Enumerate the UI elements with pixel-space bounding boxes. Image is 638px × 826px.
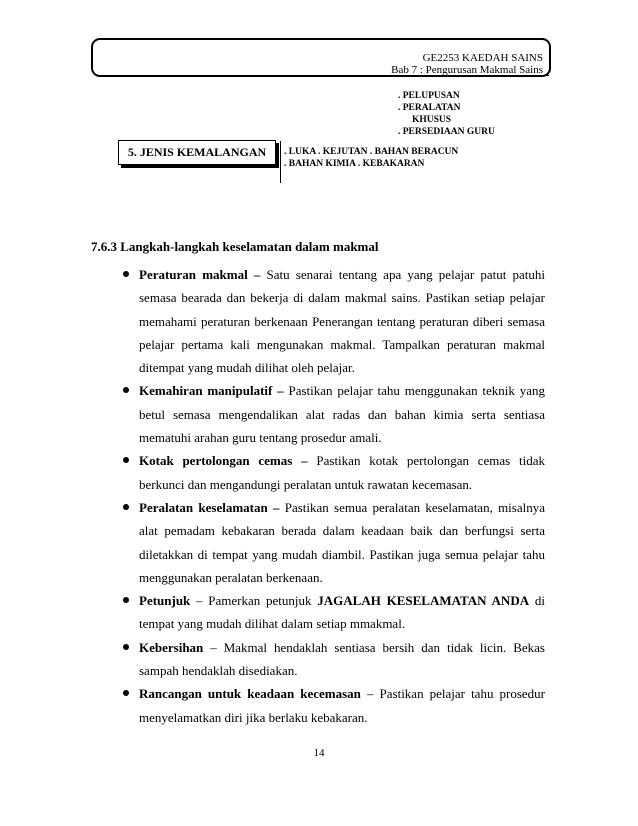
kemalangan-title-box: 5. JENIS KEMALANGAN <box>118 140 276 165</box>
bullet-icon <box>123 597 129 603</box>
bullet-item-petunjuk <box>120 589 545 636</box>
bullet-term: Petunjuk <box>139 593 191 609</box>
bullet-item-kotak <box>120 449 545 496</box>
bullet-term: Rancangan untuk keadaan kecemasan <box>139 686 361 702</box>
bullet-list <box>120 263 545 729</box>
small-list-item: . PERALATAN <box>398 103 461 113</box>
kemalangan-line: . LUKA . KEJUTAN . BAHAN BERACUN <box>284 147 459 157</box>
bullet-item-peralatan <box>120 496 545 589</box>
bullet-term: Kotak pertolongan cemas – <box>139 453 308 469</box>
small-list <box>398 90 495 138</box>
bullet-item-peraturan <box>120 263 545 379</box>
bullet-body: Pastikan semua peralatan keselamatan, misalnya alat pemadam kebakaran berada dalam keadaan baik dan berfungsi serta diletakkan di tempat yang mudah diambil. Pastikan juga semua pelajar tahu menggunakan peralatan berkenaan. <box>139 499 545 585</box>
bullet-body: Satu senarai tentang apa yang pelajar patut patuhi semasa bearada dan bekerja di dalam makmal sains. Pastikan setiap pelajar memahami peraturan berkenaan Penerangan tentang peraturan diberi semasa pelajar pertama kali mengunakan makmal. Tampalkan peraturan makmal ditempat yang mudah dilihat oleh pelajar. <box>139 267 545 376</box>
small-list-item: . PERSEDIAAN GURU <box>398 127 495 137</box>
bullet-term: Peralatan keselamatan – <box>139 499 280 515</box>
bullet-body: – Makmal hendaklah sentiasa bersih dan tidak licin. Bekas sampah hendaklah disediakan. <box>139 639 545 679</box>
kemalangan-separator <box>280 141 281 183</box>
kemalangan-line: . BAHAN KIMIA . KEBAKARAN <box>284 159 425 169</box>
bullet-term: Kebersihan <box>139 639 204 655</box>
bullet-text <box>139 589 545 636</box>
section-heading: 7.6.3 Langkah-langkah keselamatan dalam makmal <box>91 239 379 254</box>
bullet-item-kebersihan <box>120 636 545 683</box>
bullet-text <box>139 682 545 729</box>
bullet-icon <box>123 644 129 650</box>
bullet-body: Pastikan pelajar tahu menggunakan teknik yang betul semasa mengendalikan alat radas dan bahan kimia serta sentiasa mematuhi arahan guru tentang prosedur amali. <box>139 383 545 446</box>
header-chapter: Bab 7 : Pengurusan Makmal Sains <box>391 64 543 76</box>
header-course: GE2253 KAEDAH SAINS <box>422 52 543 64</box>
bullet-body: di tempat yang mudah dilihat dalam setiap mmakmal. <box>139 593 545 632</box>
bullet-text <box>139 449 545 496</box>
bullet-text <box>139 263 545 379</box>
bullet-body: – Pastikan pelajar tahu prosedur menyelamatkan diri jika berlaku kebakaran. <box>139 686 545 725</box>
bullet-body: Pastikan kotak pertolongan cemas tidak berkunci dan mengandungi peralatan untuk rawatan kecemasan. <box>139 453 545 492</box>
bullet-text <box>139 496 545 589</box>
bullet-icon <box>123 504 129 510</box>
page-number: 14 <box>313 747 325 759</box>
bullet-text <box>139 379 545 449</box>
bullet-emphasis: JAGALAH KESELAMATAN ANDA <box>317 593 530 609</box>
bullet-item-rancangan <box>120 682 545 729</box>
bullet-icon <box>123 457 129 463</box>
bullet-icon <box>123 387 129 393</box>
bullet-body: – Pamerkan petunjuk <box>190 593 318 609</box>
small-list-item: KHUSUS <box>412 115 452 125</box>
header-underline <box>393 75 549 76</box>
bullet-text <box>139 636 545 683</box>
bullet-term: Kemahiran manipulatif – <box>139 383 284 399</box>
small-list-item: . PELUPUSAN <box>398 91 460 101</box>
bullet-icon <box>123 690 129 696</box>
bullet-term: Peraturan makmal – <box>139 267 261 282</box>
bullet-icon <box>123 271 129 277</box>
kemalangan-list <box>284 146 458 170</box>
header-box <box>91 38 551 77</box>
bullet-item-kemahiran <box>120 379 545 449</box>
